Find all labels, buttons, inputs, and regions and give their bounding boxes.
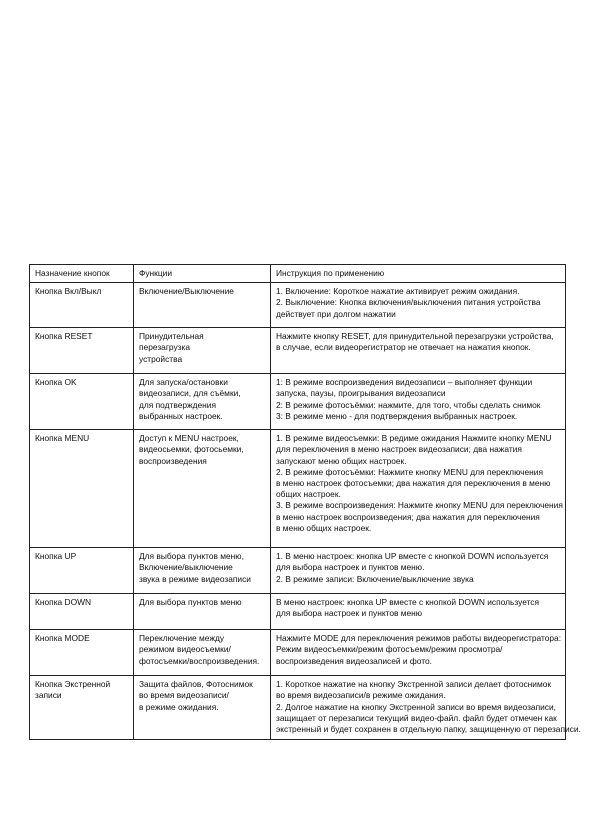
instruction-cell xyxy=(271,374,566,430)
cell-line: выбранных настроек. xyxy=(139,410,223,421)
cell-line: 2. В режиме записи: Включение/выключение звука xyxy=(276,573,474,584)
cell-line: Кнопка DOWN xyxy=(35,597,92,608)
button-name-cell xyxy=(30,430,134,548)
cell-line: в режиме ожидания. xyxy=(139,701,219,712)
function-cell xyxy=(134,430,271,548)
cell-line: видеосьемки, фотосьемки, xyxy=(139,444,244,455)
cell-line: Принудительная xyxy=(139,331,204,342)
cell-line: 1. В режиме видеосъемки: В редиме ожидания Нажмите кнопку MENU xyxy=(276,433,552,444)
header-cell: Функции xyxy=(134,265,271,283)
cell-line: Кнопка UP xyxy=(35,551,77,562)
cell-line: запускают меню общих настроек. xyxy=(276,455,407,466)
cell-line: в меню настроек фотосъемки; два нажатия для переключения в меню xyxy=(276,478,551,489)
cell-line: воспроизведения видеозаписей и фото. xyxy=(276,655,432,666)
cell-line: для переключения в меню настроек видеозаписи; два нажатия xyxy=(276,444,522,455)
cell-line: во время видеозаписи/ xyxy=(139,690,229,701)
button-name-cell xyxy=(30,374,134,430)
cell-line: видеозаписи, для съёмки, xyxy=(139,388,241,399)
cell-line: звука в режиме видеозаписи xyxy=(139,573,251,584)
function-cell xyxy=(134,630,271,676)
function-cell xyxy=(134,328,271,374)
cell-line: в меню общих настроек. xyxy=(276,522,372,533)
table-row xyxy=(30,676,566,740)
table-body xyxy=(30,283,581,740)
button-name-cell xyxy=(30,676,134,740)
cell-line: 2. Долгое нажатие на кнопку Экстренной записи во время видеозаписи, xyxy=(276,701,556,712)
cell-line: режимом видеосъемки/ xyxy=(139,644,231,655)
table-row xyxy=(30,630,566,676)
cell-line: действует при долгом нажатии xyxy=(276,308,396,319)
cell-line: для подтверждения xyxy=(139,399,217,410)
cell-line: 1. Включение: Короткое нажатие активирует режим ожидания. xyxy=(276,286,520,297)
cell-line: 2. В режиме фотосъёмки: Нажмите кнопку MENU для переключения xyxy=(276,466,544,477)
header-cell: Назначение кнопок xyxy=(30,265,134,283)
cell-line: Для выбора пунктов меню, xyxy=(139,551,244,562)
cell-line: Нажмите кнопку RESET, для принудительной перезагрузки устройства, xyxy=(276,331,554,342)
header-cell: Инструкция по применению xyxy=(271,265,566,283)
cell-line: 2. Выключение: Кнопка включения/выключения питания устройства xyxy=(276,297,541,308)
cell-line: Кнопка MENU xyxy=(35,433,90,444)
cell-line: 2: В режиме фотосъёмки: нажмите, для того, чтобы сделать снимок xyxy=(276,399,541,410)
cell-line: 1. В меню настроек: кнопка UP вместе с кнопкой DOWN используется xyxy=(276,551,549,562)
button-name-cell xyxy=(30,548,134,594)
cell-line: защищает от перезаписи текущий видео-файл. файл будет отмечен как xyxy=(276,712,557,723)
cell-line: Для выбора пунктов меню xyxy=(139,597,242,608)
cell-line: Кнопка Вкл/Выкл xyxy=(35,286,102,297)
button-name-cell xyxy=(30,630,134,676)
cell-line: Режим видеосъемки/режим фотосъемк/режим просмотра/ xyxy=(276,644,503,655)
cell-line: для выбора настроек и пунктов меню. xyxy=(276,562,425,573)
function-cell xyxy=(134,594,271,630)
instruction-cell xyxy=(271,676,581,740)
table-row xyxy=(30,548,566,594)
table-row xyxy=(30,374,566,430)
buttons-table xyxy=(29,264,581,740)
function-cell xyxy=(134,374,271,430)
cell-line: Кнопка RESET xyxy=(35,331,93,342)
cell-line: Переключение между xyxy=(139,633,225,644)
instruction-cell xyxy=(271,548,566,594)
button-name-cell xyxy=(30,328,134,374)
cell-line: для выбора настроек и пунктов меню xyxy=(276,608,423,619)
cell-line: перезагрузка xyxy=(139,342,190,353)
cell-line: 3. В режиме воспроизведения: Нажмите кнопку MENU для переключения xyxy=(276,500,563,511)
instruction-cell xyxy=(271,630,566,676)
instruction-cell xyxy=(271,430,566,548)
cell-line: устройства xyxy=(139,353,183,364)
cell-line: фотосъемки/воспроизведения. xyxy=(139,655,260,666)
cell-line: Кнопка MODE xyxy=(35,633,90,644)
cell-line: 1. Короткое нажатие на кнопку Экстренной записи делает фотоснимок xyxy=(276,679,552,690)
cell-line: 3: В режиме меню - для подтверждения выбранных настроек. xyxy=(276,410,518,421)
instruction-cell xyxy=(271,594,566,630)
table-row xyxy=(30,283,566,328)
cell-line: в случае, если видеорегистратор не отвечает на нажатия кнопок. xyxy=(276,342,531,353)
function-cell xyxy=(134,548,271,594)
function-cell xyxy=(134,676,271,740)
table-row xyxy=(30,594,566,630)
cell-line: общих настроек. xyxy=(276,489,341,500)
cell-line: Включение/Выключение xyxy=(139,286,234,297)
cell-line: В меню настроек: кнопка UP вместе с кнопкой DOWN используется xyxy=(276,597,540,608)
cell-line: Кнопка Экстренной xyxy=(35,679,111,690)
cell-line: Доступ к MENU настроек, xyxy=(139,433,239,444)
table-row xyxy=(30,328,566,374)
instruction-cell xyxy=(271,328,566,374)
cell-line: запуска, паузы, проигрывания видеозаписи xyxy=(276,388,446,399)
cell-line: Нажмите MODE для переключения режимов работы видеорегистратора: xyxy=(276,633,562,644)
button-name-cell xyxy=(30,594,134,630)
function-cell xyxy=(134,283,271,328)
cell-line: в меню настроек воспроизведения; два нажатия для переключения xyxy=(276,511,540,522)
cell-line: во время видеозаписи/в режиме ожидания. xyxy=(276,690,446,701)
cell-line: экстренный и будет сохранен в отдельную папку, защищенную от перезаписи. xyxy=(276,724,581,735)
cell-line: воспроизведения xyxy=(139,455,207,466)
table-row xyxy=(30,430,566,548)
button-name-cell xyxy=(30,283,134,328)
cell-line: Включение/выключение xyxy=(139,562,233,573)
cell-line: Защита файлов, Фотоснимок xyxy=(139,679,253,690)
cell-line: Для запуска/остановки xyxy=(139,377,228,388)
cell-line: записи xyxy=(35,690,62,701)
instruction-cell xyxy=(271,283,566,328)
cell-line: 1: В режиме воспроизведения видеозаписи – выполняет функции xyxy=(276,377,533,388)
table-header-row xyxy=(30,265,566,283)
cell-line: Кнопка OK xyxy=(35,377,77,388)
